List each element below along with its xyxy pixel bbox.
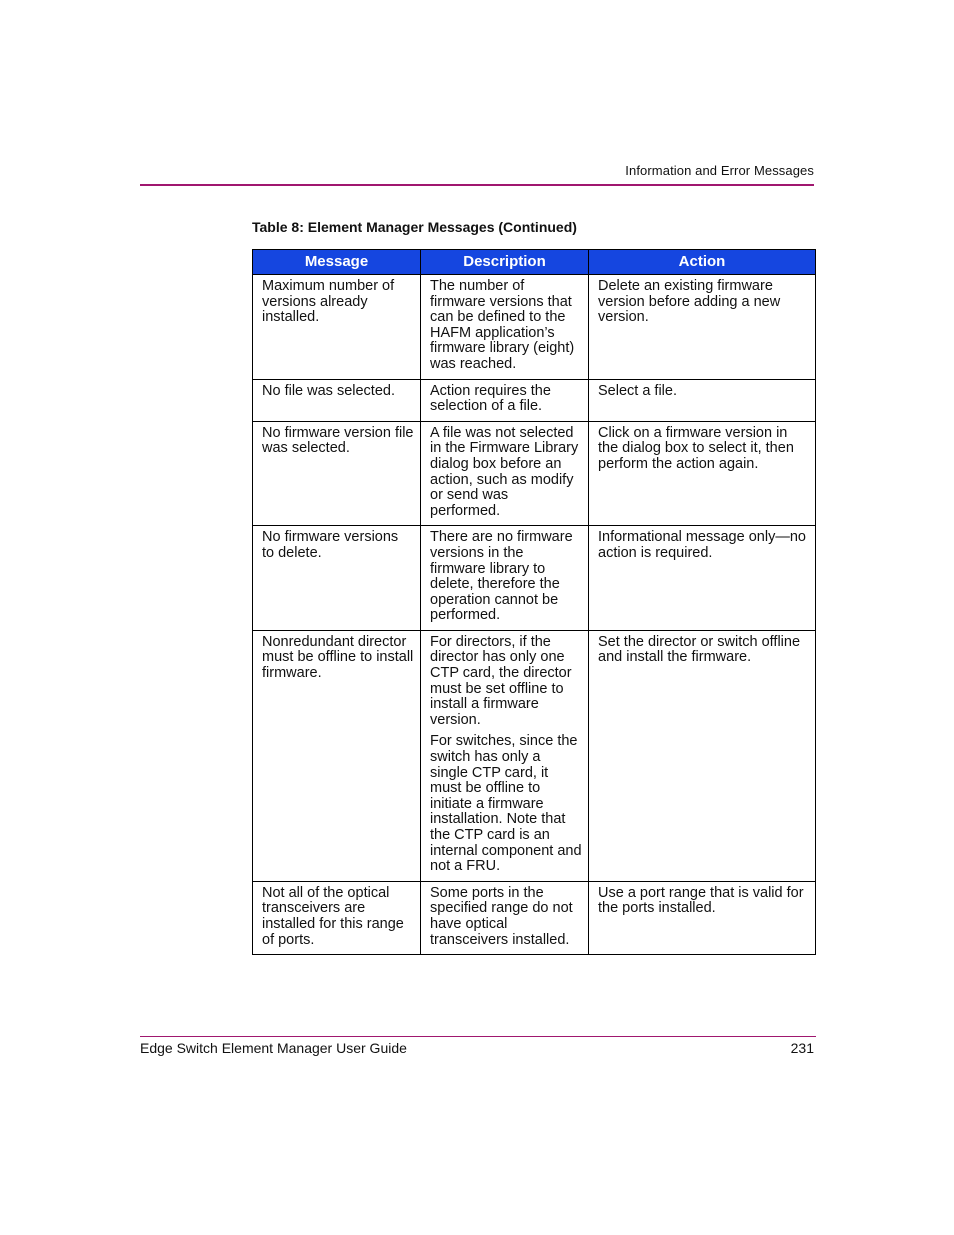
- table-caption: Table 8: Element Manager Messages (Continued): [252, 219, 577, 235]
- table-row: [253, 526, 816, 631]
- table-row: [253, 421, 816, 526]
- message-cell: No file was selected.: [253, 379, 421, 421]
- description-paragraph: The number of firmware versions that can be defined to the HAFM application’s firmware library (eight) was reached.: [430, 278, 575, 372]
- description-paragraph: For directors, if the director has only one CTP card, the director must be set offline to install a firmware version.: [430, 633, 572, 728]
- messages-table: [252, 249, 816, 955]
- action-cell: Select a file.: [589, 379, 816, 421]
- message-cell: Nonredundant director must be offline to install firmware.: [253, 630, 421, 881]
- column-header-description: Description: [421, 250, 589, 275]
- action-cell: Delete an existing firmware version before adding a new version.: [589, 275, 816, 380]
- running-head: Information and Error Messages: [625, 163, 814, 178]
- description-cell: [421, 630, 589, 881]
- description-paragraph: For switches, since the switch has only a single CTP card, it must be offline to initiate a firmware installation. Note that the CTP card is an internal component and not a FRU.: [430, 733, 582, 875]
- description-paragraph: There are no firmware versions in the firmware library to delete, therefore the operation cannot be performed.: [430, 529, 573, 624]
- action-cell: Informational message only—no action is required.: [589, 526, 816, 631]
- column-header-message: Message: [253, 250, 421, 275]
- action-cell: Click on a firmware version in the dialog box to select it, then perform the action again.: [589, 421, 816, 526]
- action-cell: Set the director or switch offline and install the firmware.: [589, 630, 816, 881]
- message-cell: Not all of the optical transceivers are installed for this range of ports.: [253, 881, 421, 954]
- description-cell: [421, 881, 589, 954]
- table-row: [253, 881, 816, 954]
- description-paragraph: A file was not selected in the Firmware Library dialog box before an action, such as modify or send was performed.: [430, 424, 579, 519]
- table-row: [253, 275, 816, 380]
- description-cell: [421, 421, 589, 526]
- message-cell: Maximum number of versions already installed.: [253, 275, 421, 380]
- header-rule: [140, 184, 814, 186]
- table-row: [253, 379, 816, 421]
- action-cell: Use a port range that is valid for the ports installed.: [589, 881, 816, 954]
- description-paragraph: Some ports in the specified range do not have optical transceivers installed.: [430, 884, 573, 948]
- footer-rule: [140, 1036, 816, 1037]
- description-paragraph: Action requires the selection of a file.: [430, 382, 551, 415]
- message-cell: No firmware versions to delete.: [253, 526, 421, 631]
- column-header-action: Action: [589, 250, 816, 275]
- table-row: [253, 630, 816, 881]
- description-cell: [421, 526, 589, 631]
- page-number: 231: [790, 1040, 814, 1056]
- description-cell: [421, 379, 589, 421]
- message-cell: No firmware version file was selected.: [253, 421, 421, 526]
- table-header-row: [253, 250, 816, 275]
- footer-title: Edge Switch Element Manager User Guide: [140, 1040, 407, 1056]
- description-cell: [421, 275, 589, 380]
